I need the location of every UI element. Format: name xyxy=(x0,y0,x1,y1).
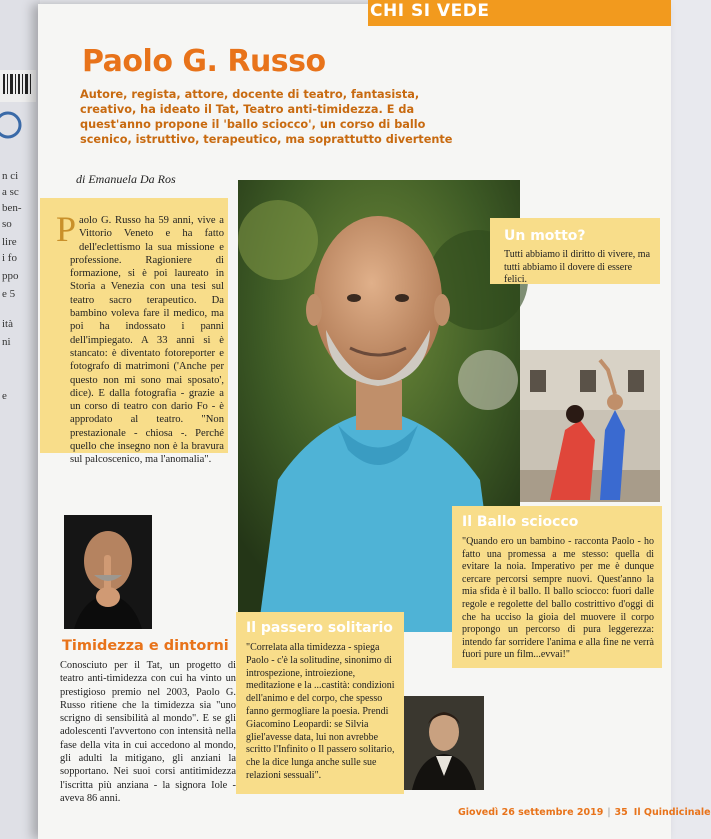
timid-text: Conosciuto per il Tat, un progetto di teatro anti-timidezza con cui ha vinto un prestigioso premio nel 2003, Paolo G. Russo ritiene che la timidezza sia "uno scrigno di sensibilità al mondo". E se gli adolescenti l'avvertono con intensità nella fase della vita in cui accedono al mondo, gli adulti la mitigano, gli anziani la sopportano. Nei suoi corsi antitimidezza l'iscritta più anziana - la signora Iole - aveva 86 anni. xyxy=(60,660,236,804)
left-page-fragment: so xyxy=(2,218,12,230)
painted-portrait-image xyxy=(404,696,484,790)
intro-text-block xyxy=(56,209,224,467)
article-subtitle: Autore, regista, attore, docente di teatro, fantasista, creativo, ha ideato il Tat, Teatro anti-timidezza. E da quest'anno propone il 'ballo sciocco', un corso di ballo scenico, istruttivo, terapeutico, ma soprattutto divertente xyxy=(80,88,453,146)
left-page-fragment: e xyxy=(2,390,7,402)
drop-cap: P xyxy=(56,209,77,249)
dance-photo xyxy=(520,350,660,502)
section-label: CHI SI VEDE xyxy=(370,1,490,21)
intro-box xyxy=(40,198,228,466)
left-page-fragment: ben- xyxy=(2,202,22,214)
dancing-couple-image xyxy=(520,350,660,502)
footer-page-number: 35 xyxy=(614,807,628,818)
left-page-fragment: ppo xyxy=(2,270,19,282)
ballo-box xyxy=(452,506,662,668)
motto-title: Un motto? xyxy=(504,228,586,244)
footer-date: Giovedì 26 settembre 2019 xyxy=(458,807,604,818)
article-title: Paolo G. Russo xyxy=(82,44,326,79)
barcode-icon xyxy=(0,70,36,150)
intro-text: aolo G. Russo ha 59 anni, vive a Vittorio Veneto e ha fatto dell'eclettismo la sua missione e professione. Ragioniere di formazione, si è poi laureato in Storia a Venezia con una tesi sul teatro sacro terapeutico. Da bambino voleva fare il medico, ma poi ha indossato i panni dell'impiegato. A 33 anni si è stancato: è diventato fotoreporter e fotografo di matrimoni ('Anche per questo non mi sono mai sposato', dice). E dalla fotografia - grazie a un corso di teatro con dario Fo - è approdato al teatro. "Non prestazionale - chiosa -. Perché quello che insegno non è la bravura sul palcoscenico, ma l'anomalia". xyxy=(70,215,224,466)
passero-box xyxy=(236,612,404,794)
left-page-fragment: n ci xyxy=(2,170,19,182)
ballo-title: Il Ballo sciocco xyxy=(462,514,579,530)
left-page-edge xyxy=(0,0,40,839)
left-page-fragment: i fo xyxy=(2,252,17,264)
article-byline: di Emanuela Da Ros xyxy=(76,172,176,186)
left-page-fragment: ità xyxy=(2,318,13,330)
left-page-fragment: e 5 xyxy=(2,288,16,300)
left-page-fragment: ni xyxy=(2,336,11,348)
page-footer: Giovedì 26 settembre 2019 | 35 Il Quindicinale xyxy=(458,807,711,818)
man-finger-on-lips-image xyxy=(64,515,152,629)
hush-photo xyxy=(64,515,152,629)
motto-box xyxy=(490,218,660,284)
footer-publication: Il Quindicinale xyxy=(633,807,711,818)
ballo-text: "Quando ero un bambino - racconta Paolo - ho fatto una promessa a me stesso: quella di evitare la noia. Imperativo per me è dunque cercare percorsi sempre nuovi. Quest'anno la mia sfida è il ballo. Il ballo sciocco: fuori dalle regole e regolette del ballo costrittivo d'oggi di che ha ucciso la gioia del muovere il corpo propongo un percorso di pura leggerezza: intendo far sorridere l'anima e alla fine ne verrà fuori pure un film...evvai!" xyxy=(462,536,654,661)
left-page-fragment: a sc xyxy=(2,186,19,198)
timid-title: Timidezza e dintorni xyxy=(62,638,229,654)
motto-text: Tutti abbiamo il diritto di vivere, ma tutti abbiamo il dovere di essere felici. xyxy=(504,249,651,285)
section-header xyxy=(368,0,671,26)
left-page-fragment: lire xyxy=(2,236,17,248)
passero-title: Il passero solitario xyxy=(246,620,393,636)
leopardi-portrait xyxy=(404,696,484,790)
passero-text: "Correlata alla timidezza - spiega Paolo - c'è la solitudine, sinonimo di introspezione, introiezione, meditazione e la ...castità: condizioni dell'animo e del corpo, che spesso fanno germogliare la poesia. Prendi Giacomino Leopardi: se Silvia gliel'avesse data, lui non avrebbe scritto l'Infinito o Il passero solitario, che la dice lunga anche sulle sue relazioni sessuali". xyxy=(246,642,395,781)
